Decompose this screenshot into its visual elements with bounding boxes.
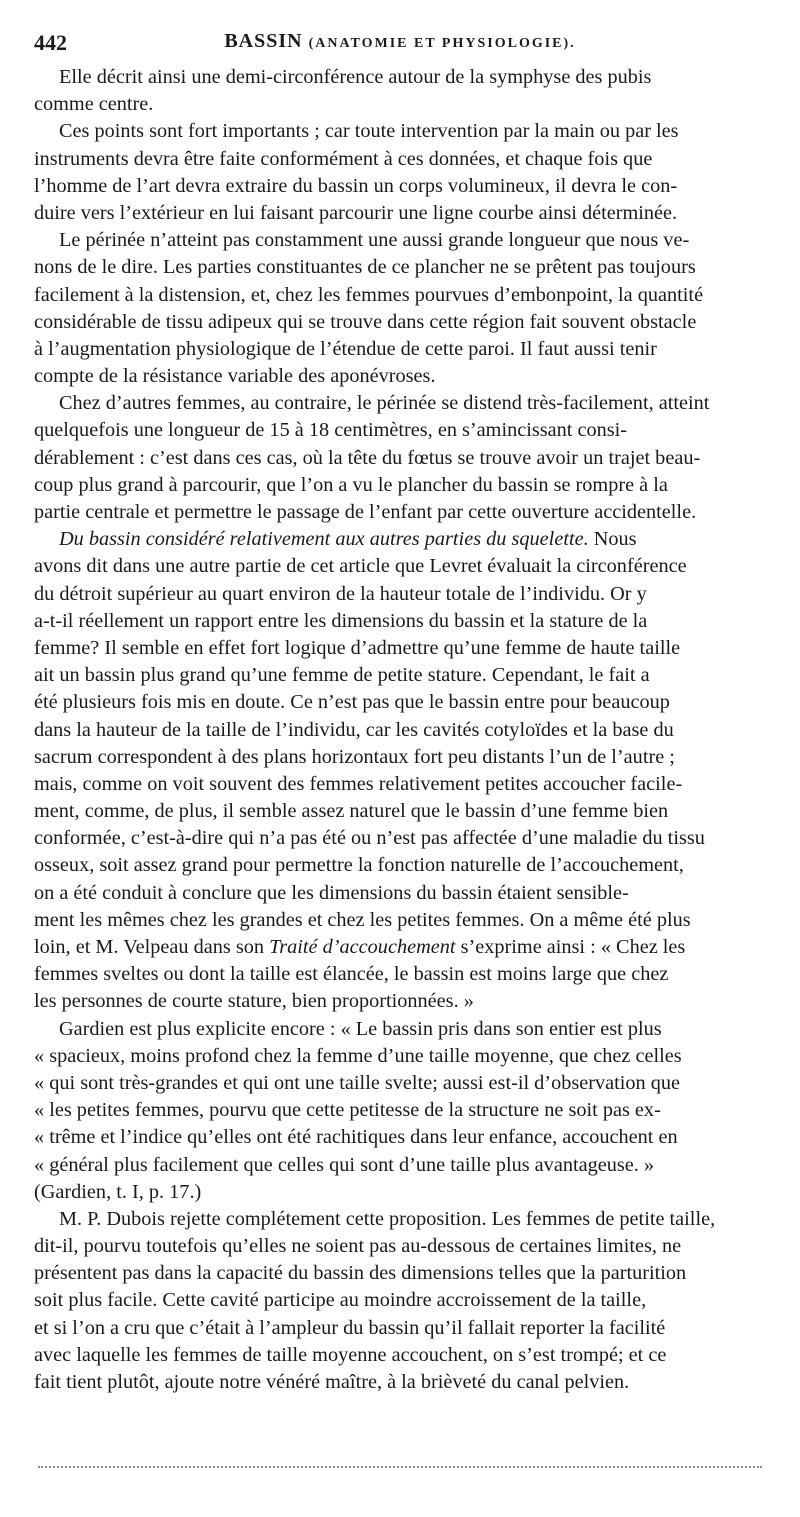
text-line [34,608,766,635]
italic-text: Traité d’accouchement [269,936,456,958]
text-line [34,1206,766,1233]
text-line [34,1369,766,1396]
text-span: quelquefois une longueur de 15 à 18 centimètres, en s’amincissant consi- [34,419,628,442]
text-span: dérablement : c’est dans ces cas, où la tête du fœtus se trouve avoir un trajet beau- [34,446,701,469]
text-span: « qui sont très-grandes et qui ont une taille svelte; aussi est-il d’observation que [34,1071,681,1094]
text-line [34,336,766,363]
text-span: compte de la résistance variable des aponévroses. [34,365,436,388]
text-span: fait tient plutôt, ajoute notre vénéré maître, à la brièveté du canal pelvien. [34,1371,630,1393]
text-line [34,227,766,254]
text-line [34,499,766,526]
text-span: a-t-il réellement un rapport entre les dimensions du bassin et la stature de la [34,609,648,632]
text-span: dans la hauteur de la taille de l’individu, car les cavités cotyloïdes et la base du [34,718,674,741]
text-line [34,581,766,608]
footer-divider [38,1466,762,1468]
text-span: instruments devra être faite conformément à ces données, et chaque fois que [34,147,653,170]
text-line [34,880,766,907]
text-span: « général plus facilement que celles qui sont d’une taille plus avantageuse. » [34,1153,655,1176]
text-span: ait un bassin plus grand qu’une femme de petite stature. Cependant, le fait a [34,664,650,687]
text-line [34,472,766,499]
page-number: 442 [34,30,67,55]
text-span: Chez d’autres femmes, au contraire, le périnée se distend très-facilement, atteint [59,392,710,415]
text-line [34,1097,766,1124]
text-line [34,771,766,798]
text-span: Ces points sont fort importants ; car toute intervention par la main ou par les [59,120,679,143]
text-span: s’exprime ainsi : « Chez les [455,936,686,958]
text-span: avec laquelle les femmes de taille moyenne accouchent, on s’est trompé; et ce [34,1343,667,1366]
text-span: « spacieux, moins profond chez la femme d’une taille moyenne, que chez celles [34,1044,682,1067]
text-line [34,118,766,145]
text-line [34,1260,766,1287]
text-span: partie centrale et permettre le passage de l’enfant par cette ouverture accidentelle. [34,501,697,523]
text-span: soit plus facile. Cette cavité participe au moindre accroissement de la taille, [34,1289,647,1312]
page-header [34,30,766,60]
text-line [34,717,766,744]
text-line [34,1233,766,1260]
text-line [34,91,766,118]
text-span: loin, et M. Velpeau dans son [34,936,270,958]
text-line [34,64,766,91]
text-line [34,1342,766,1369]
text-span: M. P. Dubois rejette complétement cette proposition. Les femmes de petite taille, [59,1207,716,1230]
text-line [34,1016,766,1043]
text-line [34,798,766,825]
text-span: osseux, soit assez grand pour permettre la fonction naturelle de l’accouchement, [34,854,684,877]
text-line [34,744,766,771]
text-line [34,309,766,336]
text-span: ment les mêmes chez les grandes et chez les petites femmes. On a même été plus [34,908,691,931]
text-span: Nous [588,528,637,551]
text-span: nons de le dire. Les parties constituantes de ce plancher ne se prêtent pas toujours [34,256,696,279]
text-line [34,1124,766,1151]
text-span: (Gardien, t. I, p. 17.) [34,1180,202,1203]
text-line [34,1152,766,1179]
text-span: comme centre. [34,93,154,116]
text-span: on a été conduit à conclure que les dimensions du bassin étaient sensible- [34,881,629,904]
text-span: « trême et l’indice qu’elles ont été rachitiques dans leur enfance, accouchent en [34,1126,678,1149]
text-line [34,526,766,553]
running-head-subtitle: (ANATOMIE ET PHYSIOLOGIE). [308,36,576,51]
text-span: femme? Il semble en effet fort logique d’admettre qu’une femme de haute taille [34,636,681,659]
text-span: considérable de tissu adipeux qui se trouve dans cette région fait souvent obstacle [34,310,697,333]
text-line [34,1287,766,1314]
text-span: et si l’on a cru que c’était à l’ampleur du bassin qu’il fallait reporter la facilité [34,1316,666,1339]
italic-text: Du bassin considéré relativement aux autres parties du squelette. [59,528,589,551]
text-span: coup plus grand à parcourir, que l’on a vu le plancher du bassin se rompre à la [34,473,668,496]
text-line [34,363,766,390]
text-span: présentent pas dans la capacité du bassin des dimensions telles que la parturition [34,1262,687,1285]
text-span: sacrum correspondent à des plans horizontaux fort peu distants l’un de l’autre ; [34,745,675,768]
text-span: facilement à la distension, et, chez les femmes pourvues d’embonpoint, la quantité [34,283,704,306]
text-line [34,1070,766,1097]
text-line [34,934,766,961]
text-span: « les petites femmes, pourvu que cette petitesse de la structure ne soit pas ex- [34,1099,661,1122]
text-line [34,825,766,852]
text-line [34,988,766,1015]
running-head-title: BASSIN [224,30,303,52]
text-span: du détroit supérieur au quart environ de la hauteur totale de l’individu. Or y [34,582,647,605]
text-span: duire vers l’extérieur en lui faisant parcourir une ligne courbe ainsi déterminée. [34,201,678,224]
text-span: les personnes de courte stature, bien proportionnées. » [34,990,474,1013]
text-line [34,635,766,662]
text-line [34,1179,766,1206]
text-line [34,907,766,934]
text-line [34,553,766,580]
text-span: mais, comme on voit souvent des femmes relativement petites accoucher facile- [34,772,683,795]
text-span: conformée, c’est-à-dire qui n’a pas été ou n’est pas affectée d’une maladie du tissu [34,827,705,850]
text-line [34,200,766,227]
text-line [34,173,766,200]
text-span: ment, comme, de plus, il semble assez naturel que le bassin d’une femme bien [34,800,669,823]
text-line [34,1043,766,1070]
text-line [34,852,766,879]
text-span: à l’augmentation physiologique de l’étendue de cette paroi. Il faut aussi tenir [34,337,657,360]
text-span: été plusieurs fois mis en doute. Ce n’est pas que le bassin entre pour beaucoup [34,691,670,714]
text-line [34,445,766,472]
text-span: l’homme de l’art devra extraire du bassin un corps volumineux, il devra le con- [34,174,678,197]
text-span: femmes sveltes ou dont la taille est élancée, le bassin est moins large que chez [34,963,669,986]
text-line [34,146,766,173]
body-text [34,64,766,1396]
running-head [34,30,766,53]
text-line [34,282,766,309]
text-line [34,662,766,689]
text-line [34,390,766,417]
text-line [34,689,766,716]
text-span: Gardien est plus explicite encore : « Le bassin pris dans son entier est plus [59,1017,662,1040]
text-span: avons dit dans une autre partie de cet article que Levret évaluait la circonférence [34,555,687,578]
text-line [34,254,766,281]
text-span: Le périnée n’atteint pas constamment une aussi grande longueur que nous ve- [59,229,690,252]
text-line [34,961,766,988]
text-line [34,1315,766,1342]
text-span: dit-il, pourvu toutefois qu’elles ne soient pas au-dessous de certaines limites, ne [34,1235,682,1258]
text-line [34,417,766,444]
text-span: Elle décrit ainsi une demi-circonférence autour de la symphyse des pubis [59,66,652,88]
